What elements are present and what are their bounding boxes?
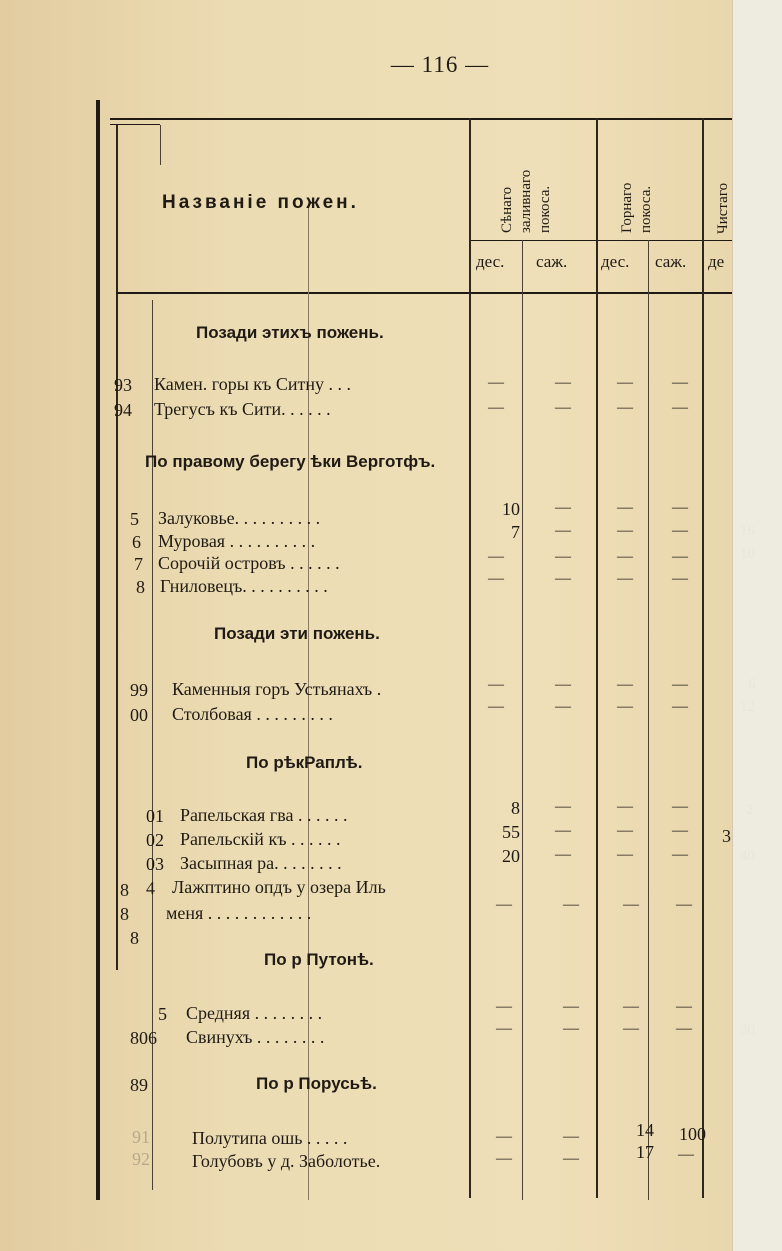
row-name: Полутипа ошь . . . . . (192, 1128, 348, 1148)
section-title: По рѣкРаплѣ. (246, 753, 363, 772)
row-number: 00 (130, 705, 148, 725)
cell: — (563, 998, 579, 1015)
cell: — (617, 548, 633, 565)
row-number: 5 (158, 1004, 167, 1024)
row-name: Рапельскій къ . . . . . . (180, 829, 341, 849)
cell: — (617, 374, 633, 391)
row-number: 01 (146, 806, 164, 826)
cell: — (555, 548, 571, 565)
cell: — (496, 998, 512, 1015)
cell: — (672, 548, 688, 565)
cell: 10 (502, 499, 520, 519)
cell: — (617, 822, 633, 839)
edge-fragment: 89 (130, 1075, 148, 1095)
row-number: 6 (132, 532, 141, 552)
row-name: Муровая . . . . . . . . . . (158, 531, 316, 551)
cell: — (672, 499, 688, 516)
table-left-border (96, 100, 100, 1200)
unit-label: дес. (476, 252, 505, 271)
cell: — (623, 1020, 639, 1037)
col-divider-3 (596, 118, 598, 1198)
cell: — (563, 896, 579, 913)
row-name: Камен. горы къ Ситну . . . (154, 374, 351, 394)
section-title: Позади эти пожень. (214, 624, 380, 643)
cell: — (555, 374, 571, 391)
cell: 55 (502, 822, 520, 842)
cell: — (617, 798, 633, 815)
cell: — (672, 374, 688, 391)
section-title: По р Порусьѣ. (256, 1074, 377, 1093)
table-top-rule (110, 118, 732, 120)
header-col2: Горнаго покоса. (619, 182, 654, 233)
row-name: Каменныя горъ Устьянахъ . (172, 679, 382, 699)
header-name-column: Названіе пожен. (162, 192, 359, 213)
section-title: Позади этихъ пожень. (196, 323, 384, 342)
cell: — (496, 1128, 512, 1145)
row-number: 93 (114, 375, 132, 395)
row-number: 03 (146, 854, 164, 874)
cell: — (676, 1020, 692, 1037)
edge-fragment: 8 (120, 880, 129, 900)
paper-tape-strip (732, 0, 782, 1251)
cell: 7 (511, 522, 520, 542)
cell: — (617, 698, 633, 715)
row-name-continued: меня . . . . . . . . . . . . (166, 903, 312, 923)
cell: — (488, 399, 504, 416)
cell: — (555, 522, 571, 539)
paper-crease (308, 200, 309, 1200)
row-number: 8 (136, 577, 145, 597)
unit-label: де (708, 252, 725, 271)
cell: — (617, 399, 633, 416)
row-name: Гниловецъ. . . . . . . . . . (160, 576, 328, 596)
row-number: 7 (134, 554, 143, 574)
row-name: Голубовъ у д. Заболотье. (192, 1151, 381, 1171)
row-name: Средняя . . . . . . . . (186, 1003, 323, 1023)
header-col1: Сѣнаго заливнаго покоса. (499, 169, 553, 233)
header-tick (160, 125, 161, 165)
page-number: — 116 — (390, 52, 490, 77)
table-top-rule-short (110, 124, 160, 125)
cell: — (676, 896, 692, 913)
row-name: Сорочій островъ . . . . . . (158, 553, 340, 573)
cell: — (488, 676, 504, 693)
header-bottom-rule (116, 292, 732, 294)
section-title: По правому берегу ѣки Верготфъ. (145, 452, 436, 471)
cell: — (672, 522, 688, 539)
row-number: 4 (146, 878, 155, 898)
row-number: 92 (132, 1149, 150, 1169)
cell: — (555, 846, 571, 863)
row-number: 02 (146, 830, 164, 850)
cell: — (555, 822, 571, 839)
row-name: Лажптино опдъ у озера Иль (172, 877, 386, 897)
cell: — (555, 499, 571, 516)
cell: — (672, 399, 688, 416)
cell: — (555, 698, 571, 715)
row-number: 91 (132, 1127, 150, 1147)
cell: — (488, 548, 504, 565)
col-divider-1 (469, 118, 471, 1198)
row-number: 5 (130, 509, 139, 529)
table-inner-border (116, 125, 118, 970)
section-title: По р Путонѣ. (264, 950, 374, 969)
row-name: Залуковье. . . . . . . . . . (158, 508, 321, 528)
cell: — (555, 570, 571, 587)
cell: — (623, 896, 639, 913)
col-divider-4 (648, 240, 649, 1200)
cell: 100 (679, 1124, 706, 1144)
row-number: 94 (114, 400, 132, 420)
cell: 8 (511, 798, 520, 818)
unit-label: дес. (601, 252, 630, 271)
row-number: 806 (130, 1028, 157, 1048)
cell: — (555, 798, 571, 815)
cell: — (617, 846, 633, 863)
row-number: 99 (130, 680, 148, 700)
cell: — (617, 499, 633, 516)
units-rule (470, 240, 732, 241)
row-name: Столбовая . . . . . . . . . (172, 704, 333, 724)
edge-fragment: 8 (130, 928, 139, 948)
cell: — (555, 399, 571, 416)
cell: — (488, 698, 504, 715)
cell: — (672, 698, 688, 715)
cell: — (672, 676, 688, 693)
row-name: Рапельская гва . . . . . . (180, 805, 348, 825)
cell: — (496, 1150, 512, 1167)
cell: — (672, 846, 688, 863)
cell: — (488, 570, 504, 587)
cell: — (623, 998, 639, 1015)
cell: 20 (502, 846, 520, 866)
cell: — (555, 676, 571, 693)
cell: — (676, 998, 692, 1015)
row-name: Засыпная ра. . . . . . . . (180, 853, 342, 873)
cell: — (563, 1150, 579, 1167)
cell: — (672, 798, 688, 815)
unit-label: саж. (536, 252, 568, 271)
row-name: Трегусъ къ Сити. . . . . . (154, 399, 331, 419)
cell: — (672, 822, 688, 839)
cell: — (563, 1128, 579, 1145)
col-divider-2 (522, 240, 523, 1200)
cell: — (617, 570, 633, 587)
cell: — (488, 374, 504, 391)
cell: — (617, 522, 633, 539)
cell: — (496, 896, 512, 913)
num-col-divider (152, 300, 153, 1190)
cell: 14 (636, 1120, 654, 1140)
cell: — (617, 676, 633, 693)
cell: — (672, 570, 688, 587)
cell: — (678, 1146, 694, 1163)
edge-fragment: 3 (722, 826, 731, 846)
row-name: Свинухъ . . . . . . . . (186, 1027, 325, 1047)
cell: — (563, 1020, 579, 1037)
header-col3: Чистаго (715, 182, 731, 234)
unit-label: саж. (655, 252, 687, 271)
cell: — (496, 1020, 512, 1037)
cell: 17 (636, 1142, 654, 1162)
edge-fragment: 8 (120, 904, 129, 924)
